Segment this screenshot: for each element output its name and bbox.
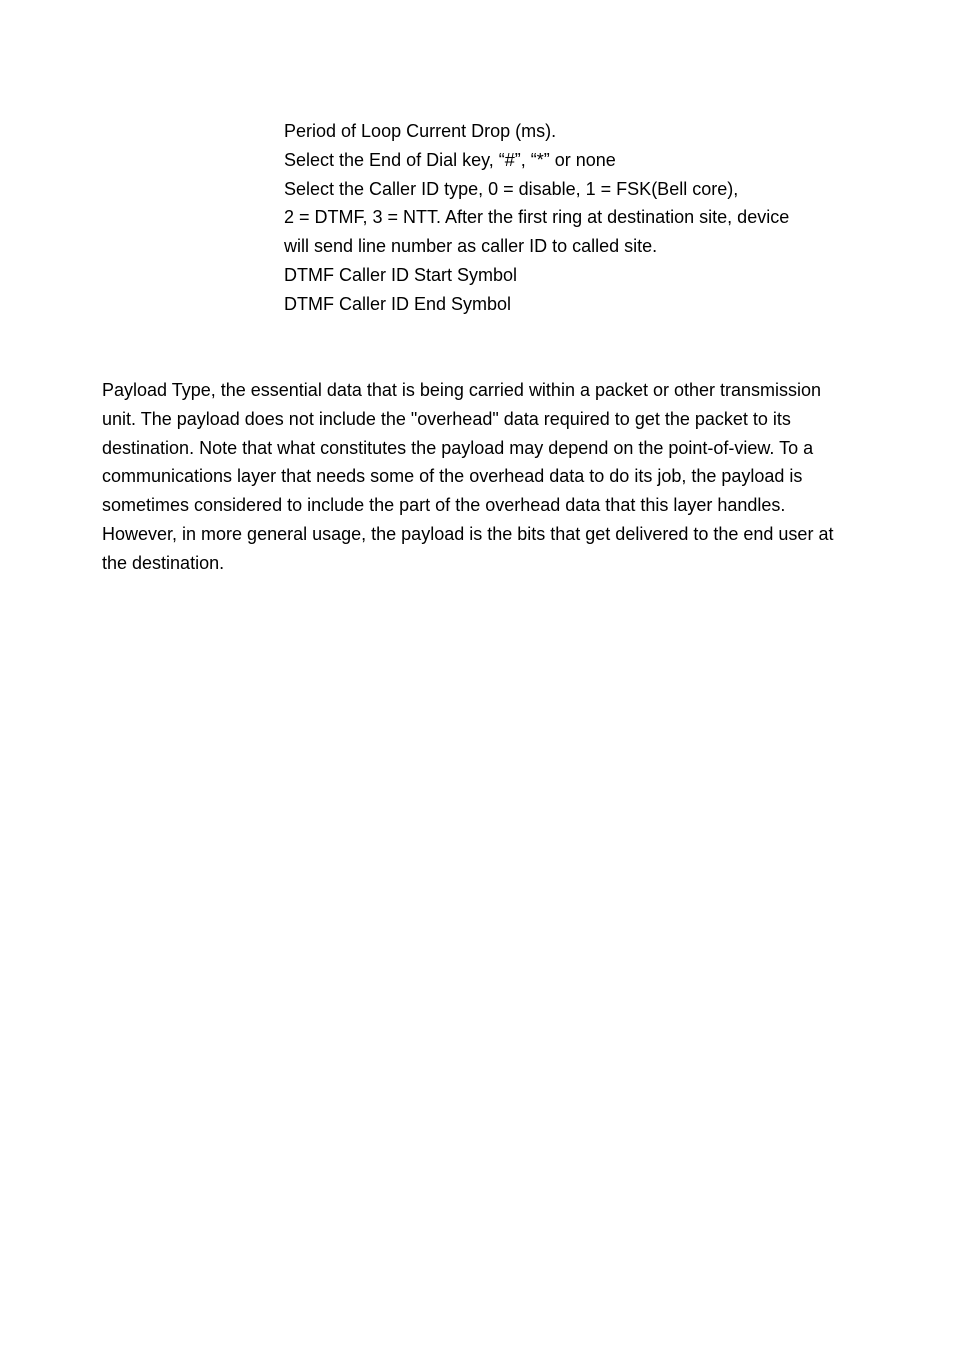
dtmf-caller-id-end-symbol-description: DTMF Caller ID End Symbol [284,293,512,314]
settings-descriptions [284,117,844,319]
caller-id-type-description-line-2: 2 = DTMF, 3 = NTT. After the first ring at destination site, device [284,207,790,228]
caller-id-type-description-line-1: Select the Caller ID type, 0 = disable, 1 = FSK(Bell core), [284,178,739,199]
loop-current-drop-description: Period of Loop Current Drop (ms). [284,121,557,141]
payload-type-paragraph: Payload Type, the essential data that is being carried within a packet or other transmission unit. The payload does not include the "overhead" data required to get the packet to its destination. Note that what constitutes the payload may depend on the point-of-view. To a communications layer that needs some of the overhead data to do its job, the payload is sometimes considered to include the part of the overhead data that this layer handles. However, in more general usage, the payload is the bits that get delivered to the end user at the destination. [102,380,834,573]
end-of-dial-key-description: Select the End of Dial key, “#”, “*” or none [284,149,616,170]
caller-id-type-description-line-3: will send line number as caller ID to called site. [284,236,658,257]
dtmf-caller-id-start-symbol-description: DTMF Caller ID Start Symbol [284,264,518,285]
